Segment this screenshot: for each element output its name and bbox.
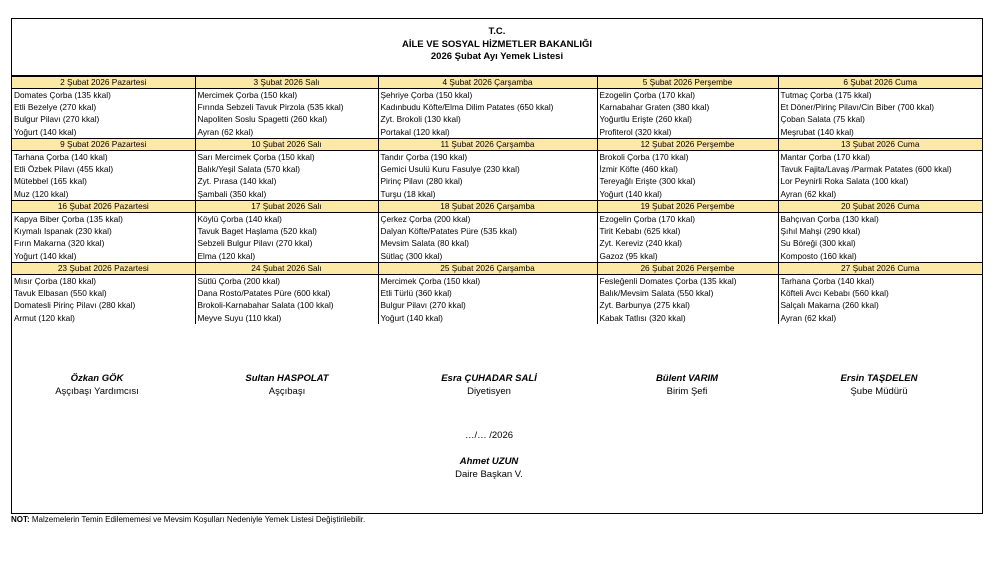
menu-item: Zyt. Barbunya (275 kkal) xyxy=(599,300,690,311)
menu-document xyxy=(11,18,983,514)
menu-item: Mercimek Çorba (150 kkal) xyxy=(197,90,298,100)
signature-name: Bülent VARIM xyxy=(655,373,719,384)
menu-item: Sarı Mercimek Çorba (150 kkal) xyxy=(197,152,315,162)
document-header xyxy=(12,19,982,76)
menu-item: Domates Çorba (135 kkal) xyxy=(14,90,111,100)
menu-item: Mercimek Çorba (150 kkal) xyxy=(380,276,481,286)
menu-item: Kapya Biber Çorba (135 kkal) xyxy=(14,214,123,224)
menu-item: Et Döner/Pirinç Pilavı/Cin Biber (700 kkal) xyxy=(780,102,935,113)
menu-item: Salçalı Makarna (260 kkal) xyxy=(780,300,879,311)
day-date: 2 Şubat 2026 Pazartesi xyxy=(12,77,195,89)
menu-item: Tarhana Çorba (140 kkal) xyxy=(14,152,108,162)
day-date: 6 Şubat 2026 Cuma xyxy=(778,77,982,89)
menu-item: Şıhıl Mahşi (290 kkal) xyxy=(780,226,861,237)
menu-item: Komposto (160 kkal) xyxy=(780,250,857,261)
menu-item: Portakal (120 kkal) xyxy=(380,126,450,137)
menu-item: Dalyan Köfte/Patates Püre (535 kkal) xyxy=(380,226,518,237)
menu-item: Dana Rosto/Patates Püre (600 kkal) xyxy=(197,288,331,299)
signature-name: Esra ÇUHADAR SALİ xyxy=(441,373,537,384)
signature-name: Sultan HASPOLAT xyxy=(245,373,329,384)
day-date: 4 Şubat 2026 Çarşamba xyxy=(378,77,597,89)
menu-item: Yoğurt (140 kkal) xyxy=(14,250,77,261)
meal-row xyxy=(12,275,982,325)
menu-item: Çoban Salata (75 kkal) xyxy=(780,114,865,125)
day-menu-cell xyxy=(778,275,982,325)
day-menu-cell xyxy=(195,213,378,263)
day-menu-cell xyxy=(597,89,778,139)
day-date: 25 Şubat 2026 Çarşamba xyxy=(378,263,597,275)
menu-item: Köfteli Avcı Kebabı (560 kkal) xyxy=(780,288,889,299)
day-date: 27 Şubat 2026 Cuma xyxy=(778,263,982,275)
meal-row xyxy=(12,151,982,201)
menu-item: Turşu (18 kkal) xyxy=(380,188,436,199)
menu-item: Sütlaç (300 kkal) xyxy=(380,250,443,261)
day-date: 17 Şubat 2026 Salı xyxy=(195,201,378,213)
day-date: 13 Şubat 2026 Cuma xyxy=(778,139,982,151)
approval-block xyxy=(404,429,574,481)
day-menu-cell xyxy=(597,213,778,263)
menu-item: Sebzeli Bulgur Pilavı (270 kkal) xyxy=(197,238,313,249)
signature-title: Aşçıbaşı xyxy=(268,386,306,397)
date-row xyxy=(12,77,982,89)
header-line-tc: T.C. xyxy=(488,26,506,37)
meal-row xyxy=(12,213,982,263)
signature-block xyxy=(12,372,182,398)
day-date: 12 Şubat 2026 Perşembe xyxy=(597,139,778,151)
menu-item: Lor Peynirli Roka Salata (100 kkal) xyxy=(780,176,909,187)
footer-note xyxy=(11,515,365,524)
menu-item: Domatesli Pirinç Pilavı (280 kkal) xyxy=(14,300,136,311)
day-menu-cell xyxy=(597,151,778,201)
menu-item: Brokoli-Karnabahar Salata (100 kkal) xyxy=(197,300,334,311)
menu-item: Tarhana Çorba (140 kkal) xyxy=(780,276,875,286)
menu-item: Ayran (62 kkal) xyxy=(780,188,837,199)
menu-item: Napoliten Soslu Spagetti (260 kkal) xyxy=(197,114,328,125)
signature-name: Özkan GÖK xyxy=(70,373,124,384)
date-row xyxy=(12,139,982,151)
menu-item: Yoğurt (140 kkal) xyxy=(14,126,77,137)
menu-item: Yoğurtlu Erişte (260 kkal) xyxy=(599,114,692,125)
signature-title: Diyetisyen xyxy=(467,386,511,397)
signature-name: Ersin TAŞDELEN xyxy=(840,373,918,384)
menu-item: Etli Türlü (360 kkal) xyxy=(380,288,452,299)
menu-item: Kabak Tatlısı (320 kkal) xyxy=(599,312,686,323)
day-menu-cell xyxy=(195,275,378,325)
menu-table xyxy=(12,76,982,324)
day-date: 23 Şubat 2026 Pazartesi xyxy=(12,263,195,275)
day-date: 20 Şubat 2026 Cuma xyxy=(778,201,982,213)
menu-item: İzmir Köfte (460 kkal) xyxy=(599,164,678,175)
menu-item: Armut (120 kkal) xyxy=(14,312,75,323)
menu-item: Ayran (62 kkal) xyxy=(197,126,254,137)
day-menu-cell xyxy=(12,213,195,263)
menu-item: Balık/Yeşil Salata (570 kkal) xyxy=(197,164,301,175)
menu-item: Yoğurt (140 kkal) xyxy=(380,312,443,323)
header-list-title: 2026 Şubat Ayı Yemek Listesi xyxy=(430,51,564,62)
menu-item: Çerkez Çorba (200 kkal) xyxy=(380,214,471,224)
menu-item: Balık/Mevsim Salata (550 kkal) xyxy=(599,288,714,299)
day-date: 16 Şubat 2026 Pazartesi xyxy=(12,201,195,213)
day-menu-cell xyxy=(12,151,195,201)
day-date: 18 Şubat 2026 Çarşamba xyxy=(378,201,597,213)
menu-item: Profiterol (320 kkal) xyxy=(599,126,672,137)
signature-block xyxy=(794,372,964,398)
note-label: NOT: xyxy=(11,515,30,524)
menu-item: Ezogelin Çorba (170 kkal) xyxy=(599,214,695,224)
day-menu-cell xyxy=(778,151,982,201)
menu-item: Kadınbudu Köfte/Elma Dilim Patates (650 kkal) xyxy=(380,102,554,113)
menu-item: Ayran (62 kkal) xyxy=(780,312,837,323)
menu-item: Etli Bezelye (270 kkal) xyxy=(14,102,97,113)
menu-item: Yoğurt (140 kkal) xyxy=(599,188,662,199)
menu-item: Fırında Sebzeli Tavuk Pirzola (535 kkal) xyxy=(197,102,344,113)
menu-item: Tereyağlı Erişte (300 kkal) xyxy=(599,176,696,187)
header-ministry: AİLE VE SOSYAL HİZMETLER BAKANLIĞI xyxy=(401,38,593,50)
menu-item: Meşrubat (140 kkal) xyxy=(780,126,854,137)
menu-item: Tirit Kebabı (625 kkal) xyxy=(599,226,681,237)
signature-block xyxy=(404,372,574,398)
day-date: 3 Şubat 2026 Salı xyxy=(195,77,378,89)
menu-item: Gemici Usulü Kuru Fasulye (230 kkal) xyxy=(380,164,520,175)
day-menu-cell xyxy=(378,89,597,139)
approval-title: Daire Başkan V. xyxy=(455,469,523,480)
day-date: 19 Şubat 2026 Perşembe xyxy=(597,201,778,213)
day-menu-cell xyxy=(378,213,597,263)
day-date: 5 Şubat 2026 Perşembe xyxy=(597,77,778,89)
menu-item: Muz (120 kkal) xyxy=(14,188,69,199)
day-menu-cell xyxy=(597,275,778,325)
signature-block xyxy=(202,372,372,398)
day-date: 24 Şubat 2026 Salı xyxy=(195,263,378,275)
menu-item: Bulgur Pilavı (270 kkal) xyxy=(380,300,466,311)
menu-item: Tavuk Elbasan (550 kkal) xyxy=(14,288,107,299)
signature-title: Birim Şefi xyxy=(666,386,708,397)
menu-item: Pirinç Pilavı (280 kkal) xyxy=(380,176,463,187)
date-row xyxy=(12,263,982,275)
day-menu-cell xyxy=(12,275,195,325)
menu-item: Brokoli Çorba (170 kkal) xyxy=(599,152,689,162)
note-text: Malzemelerin Temin Edilememesi ve Mevsim Koşulları Nedeniyle Yemek Listesi Değiştirilebilir. xyxy=(29,515,366,524)
menu-item: Köylü Çorba (140 kkal) xyxy=(197,214,282,224)
day-date: 26 Şubat 2026 Perşembe xyxy=(597,263,778,275)
menu-item: Zyt. Kereviz (240 kkal) xyxy=(599,238,683,249)
day-menu-cell xyxy=(195,151,378,201)
day-menu-cell xyxy=(378,275,597,325)
menu-item: Zyt. Brokoli (130 kkal) xyxy=(380,114,461,125)
menu-item: Tavuk Fajita/Lavaş /Parmak Patates (600 kkal) xyxy=(780,164,952,175)
menu-item: Mantar Çorba (170 kkal) xyxy=(780,152,870,162)
day-menu-cell xyxy=(778,213,982,263)
menu-item: Mütebbel (165 kkal) xyxy=(14,176,87,187)
menu-item: Su Böreği (300 kkal) xyxy=(780,238,856,249)
day-menu-cell xyxy=(378,151,597,201)
menu-item: Tandır Çorba (190 kkal) xyxy=(380,152,468,162)
menu-item: Elma (120 kkal) xyxy=(197,250,256,261)
menu-item: Bahçıvan Çorba (130 kkal) xyxy=(780,214,879,224)
menu-item: Sütlü Çorba (200 kkal) xyxy=(197,276,281,286)
menu-item: Gazoz (95 kkal) xyxy=(599,250,658,261)
menu-item: Mevsim Salata (80 kkal) xyxy=(380,238,470,249)
approval-name: Ahmet UZUN xyxy=(459,456,519,467)
day-menu-cell xyxy=(778,89,982,139)
menu-item: Şambali (350 kkal) xyxy=(197,188,267,199)
date-row xyxy=(12,201,982,213)
signature-block xyxy=(602,372,772,398)
menu-item: Karnabahar Graten (380 kkal) xyxy=(599,102,710,113)
day-date: 10 Şubat 2026 Salı xyxy=(195,139,378,151)
day-menu-cell xyxy=(12,89,195,139)
menu-item: Bulgur Pilavı (270 kkal) xyxy=(14,114,100,125)
day-menu-cell xyxy=(195,89,378,139)
menu-item: Tavuk Baget Haşlama (520 kkal) xyxy=(197,226,317,237)
day-date: 9 Şubat 2026 Pazartesi xyxy=(12,139,195,151)
menu-item: Fesleğenli Domates Çorba (135 kkal) xyxy=(599,276,737,286)
signature-title: Aşçıbaşı Yardımcısı xyxy=(55,386,139,397)
menu-item: Etli Özbek Pilavı (455 kkal) xyxy=(14,164,114,175)
menu-item: Zyt. Pırasa (140 kkal) xyxy=(197,176,277,187)
day-date: 11 Şubat 2026 Çarşamba xyxy=(378,139,597,151)
menu-item: Ezogelin Çorba (170 kkal) xyxy=(599,90,695,100)
menu-item: Mısır Çorba (180 kkal) xyxy=(14,276,97,286)
menu-item: Kıymalı Ispanak (230 kkal) xyxy=(14,226,112,237)
menu-item: Fırın Makarna (320 kkal) xyxy=(14,238,105,249)
meal-row xyxy=(12,89,982,139)
menu-item: Tutmaç Çorba (175 kkal) xyxy=(780,90,872,100)
menu-item: Şehriye Çorba (150 kkal) xyxy=(380,90,473,100)
menu-item: Meyve Suyu (110 kkal) xyxy=(197,312,282,323)
approval-date: …/… /2026 xyxy=(464,430,514,441)
signature-title: Şube Müdürü xyxy=(850,386,908,397)
